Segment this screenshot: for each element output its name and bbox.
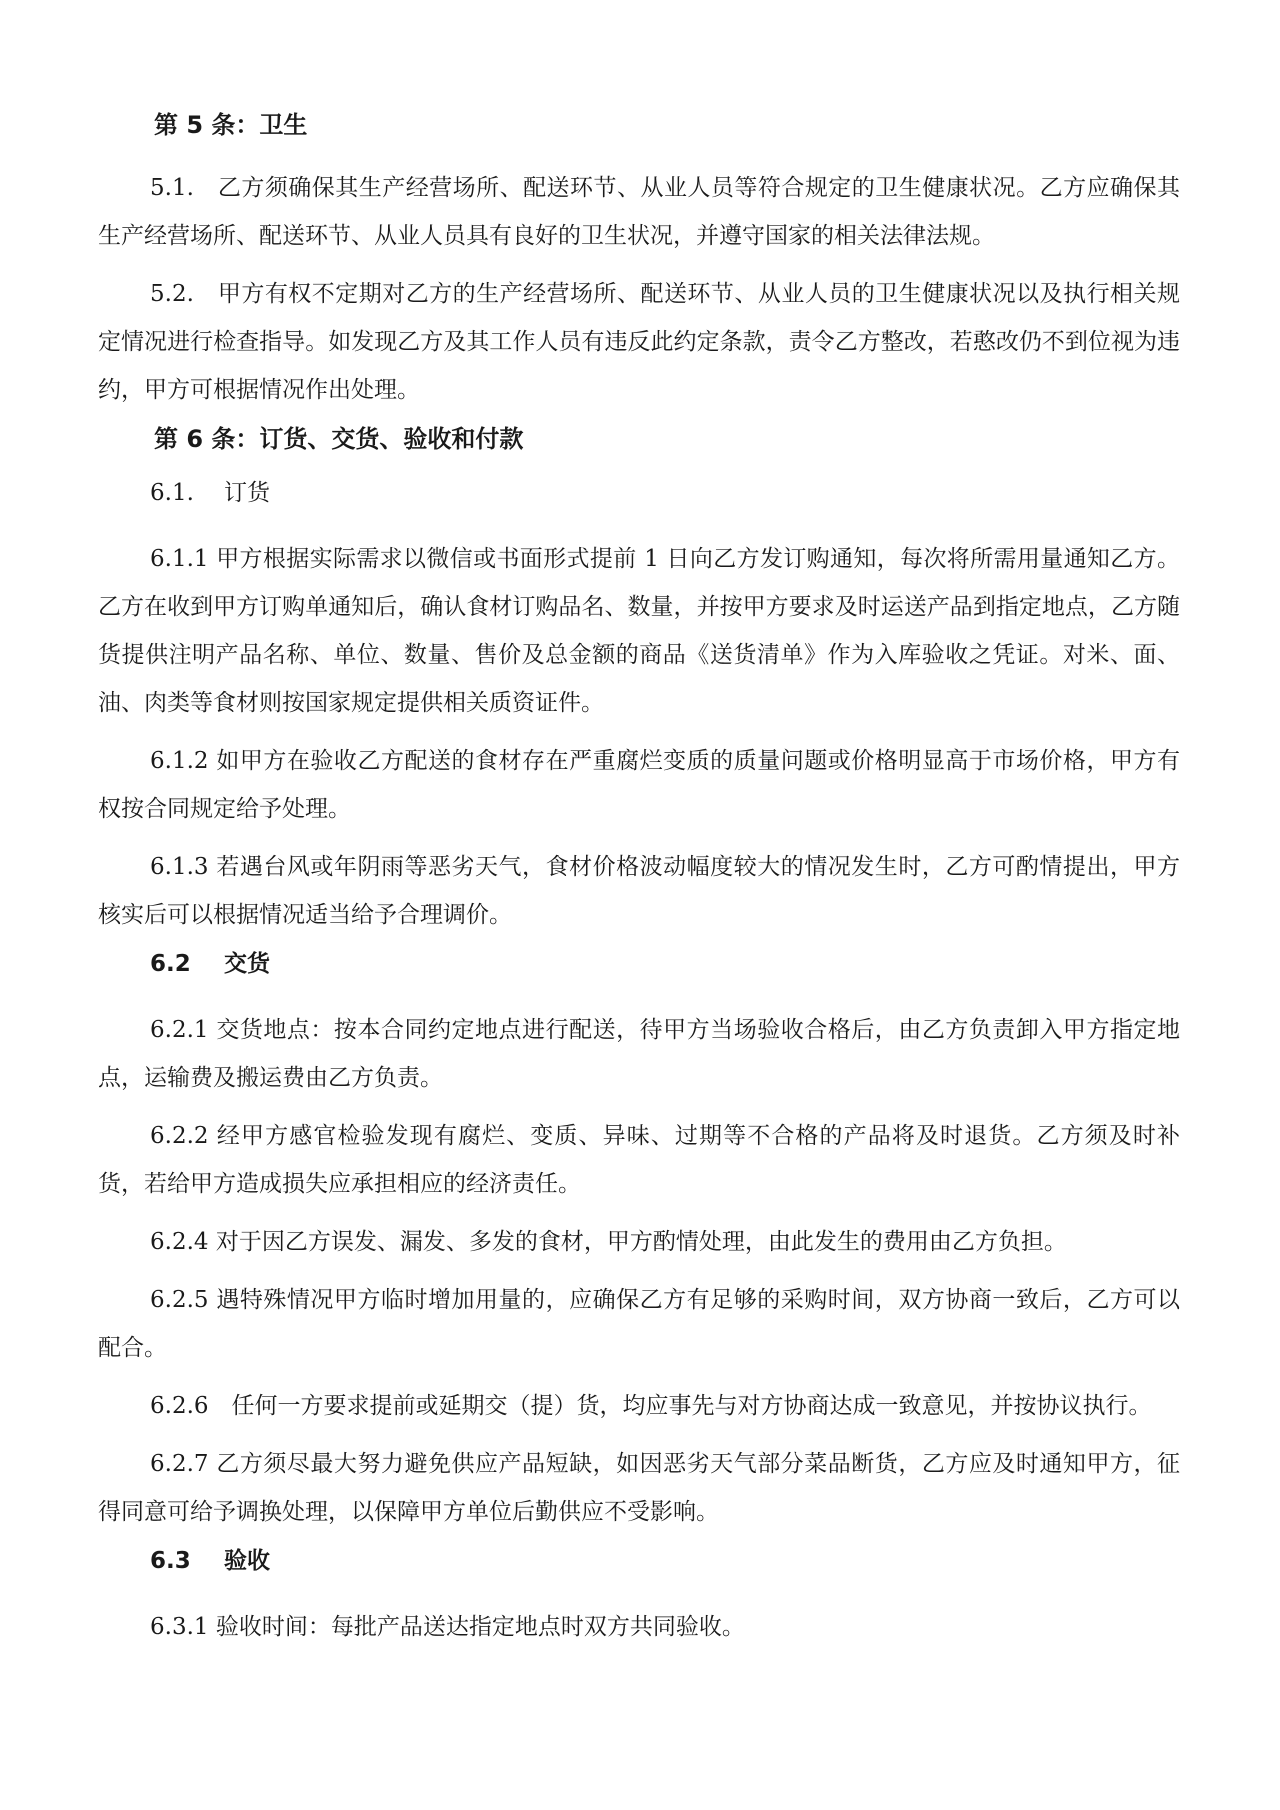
- subsection-6-3-number: 6.3: [150, 1548, 191, 1574]
- document-body: [98, 110, 1180, 1661]
- clause-5-2-number: 5.2.: [150, 281, 194, 307]
- subsection-6-2-title: 交货: [224, 951, 270, 977]
- clause-6-1-1: 6.1.1 甲方根据实际需求以微信或书面形式提前 1 日向乙方发订购通知，每次将所需用量通知乙方。乙方在收到甲方订购单通知后，确认食材订购品名、数量，并按甲方要求及时运送产品到指定地点，乙方随货提供注明产品名称、单位、数量、售价及总金额的商品《送货清单》作为入库验收之凭证。对米、面、油、肉类等食材则按国家规定提供相关质资证件。: [98, 546, 1180, 716]
- section-6-title: 第 6 条：订货、交货、验收和付款: [154, 425, 524, 453]
- subsection-6-3: [98, 1546, 1180, 1576]
- clause-6-2-6: 6.2.6 任何一方要求提前或延期交（提）货，均应事先与对方协商达成一致意见，并按协议执行。: [150, 1393, 1152, 1419]
- subsection-6-1-number: 6.1.: [150, 480, 194, 506]
- clause-5-1-number: 5.1.: [150, 175, 194, 201]
- clause-6-1-3: 6.1.3 若遇台风或年阴雨等恶劣天气，食材价格波动幅度较大的情况发生时，乙方可酌情提出，甲方核实后可以根据情况适当给予合理调价。: [98, 854, 1180, 928]
- subsection-6-1-title: 订货: [224, 480, 270, 506]
- subsection-6-2: [98, 949, 1180, 979]
- clause-5-2: [98, 270, 1180, 414]
- clause-6-2-5: 6.2.5 遇特殊情况甲方临时增加用量的，应确保乙方有足够的采购时间，双方协商一致后，乙方可以配合。: [98, 1287, 1180, 1361]
- clause-6-2-1: 6.2.1 交货地点：按本合同约定地点进行配送，待甲方当场验收合格后，由乙方负责卸入甲方指定地点，运输费及搬运费由乙方负责。: [98, 1017, 1180, 1091]
- subsection-6-3-title: 验收: [224, 1548, 270, 1574]
- clause-6-2-4: 6.2.4 对于因乙方误发、漏发、多发的食材，甲方酌情处理，由此发生的费用由乙方负担。: [150, 1229, 1067, 1255]
- clause-6-2-2: 6.2.2 经甲方感官检验发现有腐烂、变质、异味、过期等不合格的产品将及时退货。乙方须及时补货，若给甲方造成损失应承担相应的经济责任。: [98, 1123, 1180, 1197]
- clause-6-2-7: 6.2.7 乙方须尽最大努力避免供应产品短缺，如因恶劣天气部分菜品断货，乙方应及时通知甲方，征得同意可给予调换处理，以保障甲方单位后勤供应不受影响。: [98, 1451, 1180, 1525]
- clause-6-3-1: 6.3.1 验收时间：每批产品送达指定地点时双方共同验收。: [150, 1614, 745, 1640]
- clause-5-1-text: 乙方须确保其生产经营场所、配送环节、从业人员等符合规定的卫生健康状况。乙方应确保其生产经营场所、配送环节、从业人员具有良好的卫生状况，并遵守国家的相关法律法规。: [98, 175, 1181, 249]
- clause-5-2-text: 甲方有权不定期对乙方的生产经营场所、配送环节、从业人员的卫生健康状况以及执行相关规定情况进行检查指导。如发现乙方及其工作人员有违反此约定条款，责令乙方整改，若憨改仍不到位视为违约，甲方可根据情况作出处理。: [98, 281, 1181, 403]
- subsection-6-1: [98, 478, 1180, 508]
- subsection-6-2-number: 6.2: [150, 951, 191, 977]
- clause-6-1-2: 6.1.2 如甲方在验收乙方配送的食材存在严重腐烂变质的质量问题或价格明显高于市场价格，甲方有权按合同规定给予处理。: [98, 748, 1180, 822]
- clause-5-1: [98, 164, 1180, 260]
- section-5-title: 第 5 条：卫生: [154, 111, 308, 139]
